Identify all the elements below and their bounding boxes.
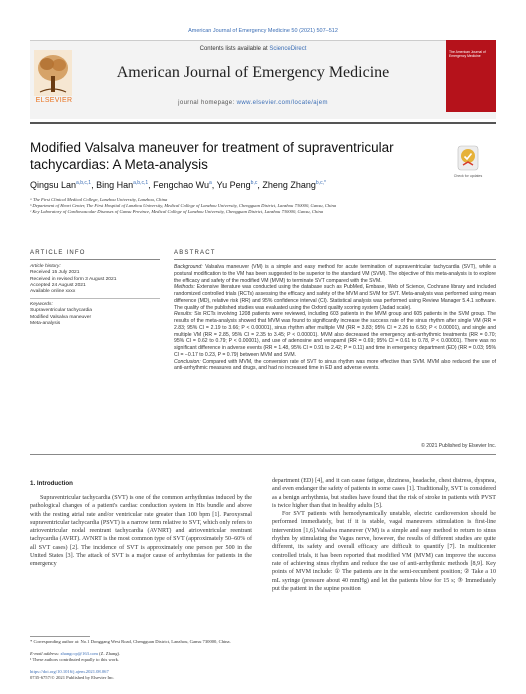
history-item: Available online xxxx	[30, 289, 76, 295]
doi-link[interactable]: https://doi.org/10.1016/j.ajem.2021.08.067	[30, 669, 109, 674]
affiliation: ᵇ Department of Heart Center, The First Hospital of Lanzhou University, Medical College of Lanzhou University, Chengguan District, Lanzhou 730000, Gansu, China	[30, 203, 337, 208]
abstract-divider	[174, 259, 496, 260]
body-paragraph: department (ED) [4], and it can cause fatigue, dizziness, headache, chest distress, dyspnea, and even endanger the safety of patients in some cases [1]. Traditionally, SVT is considered as a benign arrhythmia, but studies have found that the risk of stroke in patients with PVST is twice higher than that in healthy adults [5].	[272, 478, 496, 509]
history-item: Accepted 24 August 2021	[30, 282, 86, 288]
abstract-label: Results:	[174, 311, 193, 318]
affiliation: ᶜ Key Laboratory of Cardiovascular Diseases of Gansu Province, Medical College of Lanzhou University, Chengguan District, Lanzhou 730000, Gansu, China	[30, 209, 324, 214]
header-divider	[30, 122, 496, 124]
email-label: E-mail address:	[30, 651, 61, 656]
email-link[interactable]: zhangccp@163.com	[60, 651, 98, 656]
article-title	[30, 139, 430, 173]
abstract-label: Background:	[174, 264, 203, 270]
author-name[interactable]: Zheng Zhang	[262, 180, 316, 190]
body-column-right	[272, 477, 496, 593]
article-info-divider	[30, 259, 160, 260]
abstract-bottom-divider	[30, 454, 496, 455]
keyword: Modified Valsalva maneuver	[30, 314, 92, 320]
equal-contribution-note: ¹ These authors contributed equally to this work.	[30, 657, 120, 662]
keyword: Meta-analysis	[30, 320, 61, 326]
section-heading: 1. Introduction	[30, 480, 73, 487]
check-for-updates-label: Check for updates	[453, 174, 483, 178]
author-name[interactable]: Qingsu Lan	[30, 180, 77, 190]
abstract-results	[174, 311, 496, 358]
author-affil-marker[interactable]: b,c	[250, 180, 258, 186]
abstract-methods	[174, 284, 496, 311]
journal-cover-title: The American Journal of Emergency Medicine	[449, 50, 486, 58]
abstract-background	[174, 264, 496, 284]
author-affil-marker[interactable]: b,c,*	[315, 180, 326, 186]
history-label: Article history:	[30, 264, 61, 269]
homepage-link[interactable]: www.elsevier.com/locate/ajem	[236, 100, 328, 106]
footnote-divider	[30, 636, 90, 637]
author-list: Qingsu Lan$^{a,b,c,1}$, Bing Han$^{a,b,c,1}$, Fengchao Wu$^a$, Yu Peng$^{b,c}$, Zheng Zhang$^{b,c,*}$	[30, 180, 326, 190]
abstract-text: Compared with MVM, the conversion rate of SVT to sinus rhythm was more effective than SVM. MVM also reduced the use of anti-arrhythmic measures and drugs, and had no increased time in ED and adverse events.	[174, 358, 496, 372]
body-paragraph: For SVT patients with hemodynamically unstable, electric cardioversion should be performed immediately, but if it is stable, vagal maneuvers stimulation is first-line intervention [1,6].Valsalva maneuver (VM) is a simple and easy method to return to sinus rhythm by stimulating the Vagus nerve, however, the results of different studies are quite different, its safety and overall efficacy are difficult to quantify [7]. In multicenter controlled trials, it has been reported that modified VM (MVM) can improve the success rate of achieving sinus rhythm and reduce the use of anti-arrhythmic methods [8,9]. Key points of MVM include: ① The patients are in the semi-recumbent position; ② Take a 10 mL syringe (pressure about 40 mmHg) and let the patients blow for 15 s; ③ Immediately put the patient in the supine position	[272, 511, 496, 592]
email-suffix: (Z. Zhang).	[97, 651, 121, 656]
body-paragraph: Supraventricular tachycardia (SVT) is one of the common arrhythmias induced by the pathological changes of a patient's cardiac conduction system in His bundle and above with the resting atrial rate and/or ventricular rate greater than 100 bpm [1]. Paroxysmal supraventricular tachycardia (PSVT) is a narrow term relative to SVT, which only refers to atrioventricular nodal reentrant tachycardia (AVNRT) and atrioventricular reentrant tachycardia (AVRT). AVNRT is the most common type of SVT (approximately 50–60% of all SVT cases) [2]. The incidence of SVT is approximately one person per 500 in the United States [3]. The attack of SVT is a major cause of arrhythmias for patients in the emergency	[30, 495, 252, 568]
elsevier-tree-logo	[34, 50, 72, 96]
author-name[interactable]: Bing Han	[96, 180, 134, 190]
info-divider	[30, 298, 160, 299]
journal-citation: American Journal of Emergency Medicine 50 (2021) 507–512	[188, 28, 338, 34]
article-title-line-1: Modified Valsalva maneuver for treatment of supraventricular	[30, 140, 394, 155]
corresponding-author-note: * Corresponding author at: No.1 Donggang West Road, Chengguan District, Lanzhou, Gansu 730000, China.	[30, 639, 231, 644]
issn-line: 0735-6757/© 2021 Published by Elsevier Inc.	[30, 675, 115, 680]
author-name[interactable]: Fengchao Wu	[153, 180, 210, 190]
abstract-conclusion	[174, 359, 496, 373]
author-affil-marker[interactable]: a,b,c,1	[76, 180, 92, 186]
article-info-heading: ARTICLE INFO	[30, 250, 86, 256]
abstract-copyright: © 2021 Published by Elsevier Inc.	[421, 443, 496, 449]
author-name[interactable]: Yu Peng	[216, 180, 251, 190]
body-column-left	[30, 494, 252, 569]
contents-prefix: Contents lists available at	[199, 46, 270, 52]
check-for-updates-icon[interactable]	[456, 144, 480, 174]
homepage-prefix: journal homepage:	[178, 100, 237, 106]
abstract-heading: ABSTRACT	[174, 250, 216, 256]
abstract-body	[174, 264, 496, 372]
abstract-label: Conclusion:	[174, 358, 201, 365]
journal-title: American Journal of Emergency Medicine	[116, 64, 390, 81]
keyword: Supraventricular tachycardia	[30, 308, 92, 314]
history-item: Received 15 July 2021	[30, 270, 80, 276]
affiliation: ᵃ The First Clinical Medical College, Lanzhou University, Lanzhou, China	[30, 197, 168, 202]
keywords-label: Keywords:	[30, 302, 53, 307]
contents-availability	[80, 46, 426, 52]
history-item: Received in revised form 3 August 2021	[30, 276, 117, 282]
author-affil-marker[interactable]: a,b,c,1	[133, 180, 149, 186]
article-title-line-2: tachycardias: A Meta-analysis	[30, 157, 208, 172]
author-affil-marker[interactable]: a	[209, 180, 212, 186]
abstract-label: Methods:	[174, 284, 195, 291]
abstract-text: Extensive literature was conducted using the database such as PubMed, Embase, Web of Science, Cochrane library and included randomized controlled trials (RCTs) assessing the efficacy and safety of the MVM and SVM for SVT. Meta-analysis was performed using mean difference (MD), relative risk (RR) and 95% confidence interval (CI). Statistical analysis was performed using Review Manager 5.4.1 software. The quality of the published studies was evaluated using the Oxford quality scoring system (Jadad scale).	[174, 284, 497, 311]
abstract-text: Valsalva maneuver (VM) is a simple and easy method for acute termination of supraventricular tachycardia (SVT), while a postural modification to the VM has been suggested to be superior to the standard VM (SVM). The objective of this meta-analysis is to explore the efficacy and safety of the modified VM (MVM) to terminate SVT compared with the SVM.	[174, 264, 496, 284]
sciencedirect-link[interactable]: ScienceDirect	[269, 46, 307, 52]
abstract-text: Six RCTs involving 1208 patients were reviewed, including 603 patients in the MVM group and 605 patients in the SVM group. The results of the meta-analysis showed that MVM was found to significantly increase the success rate of the sinus rhythm after single VM (RR = 2.83; 95% CI = 2.19 to 3.66; P < 0.00001), sinus rhythm after multiple VM (RR = 3.83; 95% CI = 2.26 to 6.50; P < 0.00001), and single and multiple VM (RR = 2.85, 95% CI = 2.35 to 3.45; P < 0.00001). MVM also decreased the emergency anti-arrhythmic treatments (RR = 0.70; 95% CI = 0.62 to 0.79; P < 0.00001), and use of adenosine and verapamil (RR = 0.69; 95% CI = 0.61 to 0.78, P < 0.00001). There was no significant difference in adverse events (RR = 1.48, 95% CI = 0.91 to 2.42; P = 0.11) and time in emergency department (ED) (RR = 0.03; 95% CI = −0.17 to 0.23, P = 0.79) between MVM and SVM.	[174, 311, 496, 358]
journal-homepage	[80, 100, 426, 106]
publisher-name: ELSEVIER	[35, 97, 73, 104]
